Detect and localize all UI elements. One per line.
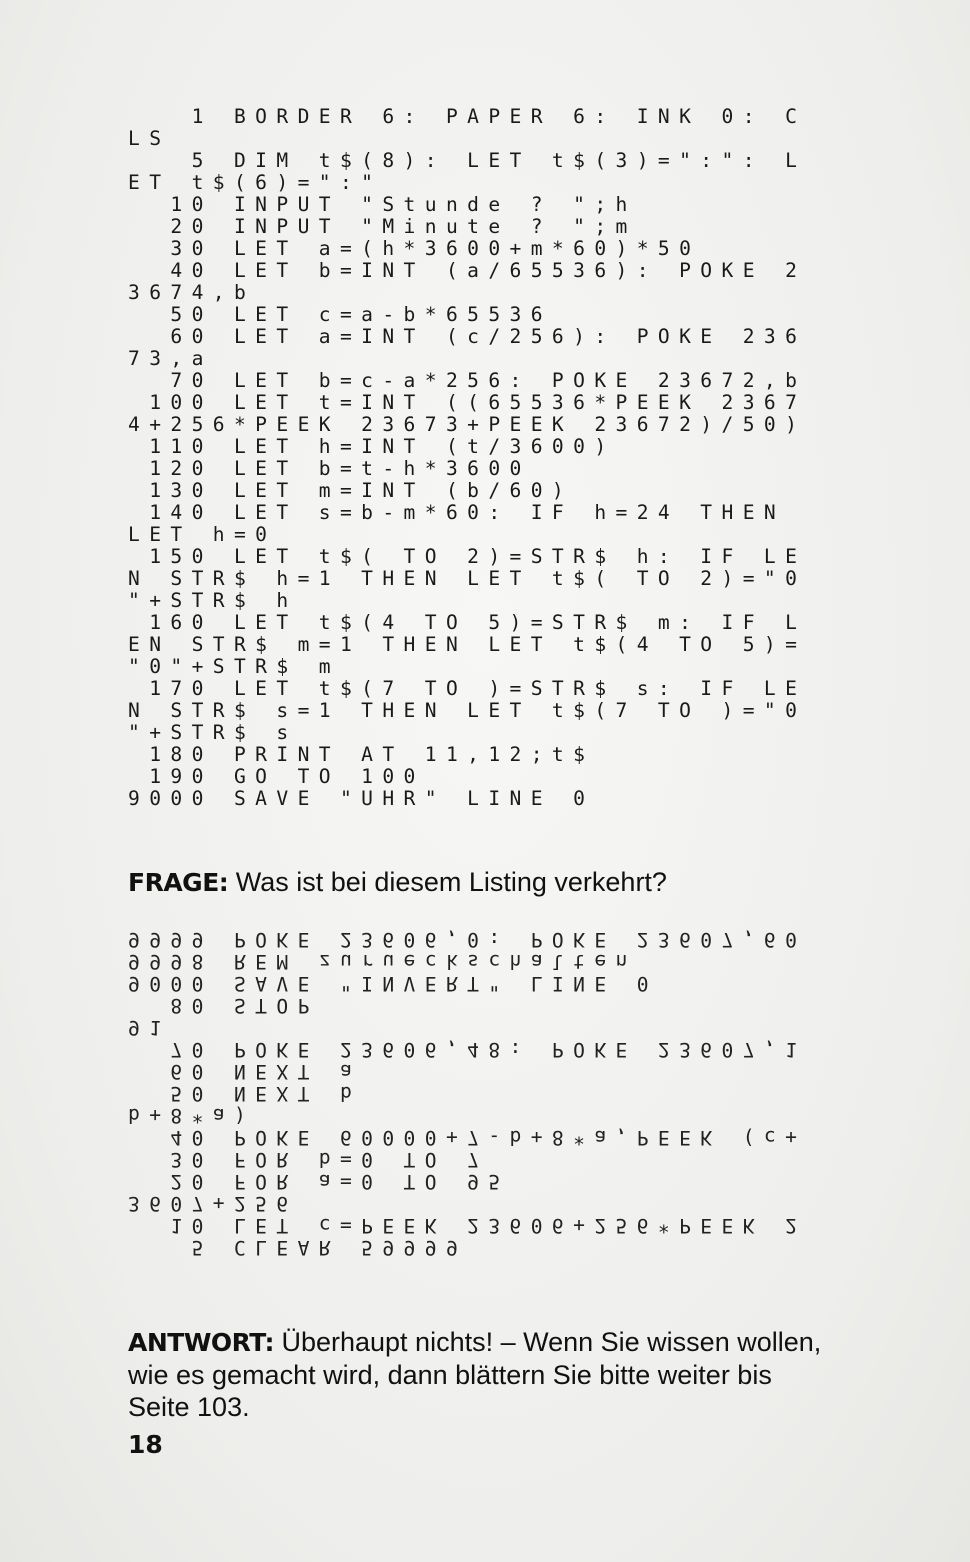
listing-line: EN STR$ m=1 THEN LET t$(4 TO 5)=	[128, 633, 807, 656]
listing-line: 5 CLEAR 59999	[128, 1236, 468, 1259]
listing-line: 110 LET h=INT (t/3600)	[128, 435, 616, 458]
answer-label: ANTWORT:	[128, 1328, 274, 1357]
listing-line: 20 INPUT "Minute ? ";m	[128, 215, 637, 238]
listing-line: b+8*a)	[128, 1104, 256, 1127]
listing-line: 9998 REM zurueckschalten	[128, 950, 637, 973]
listing-line: 1 BORDER 6: PAPER 6: INK 0: C	[128, 105, 807, 128]
listing-line: 5 DIM t$(8): LET t$(3)=":": L	[128, 149, 807, 172]
listing-line: "0"+STR$ m	[128, 655, 340, 678]
listing-line: 9000 SAVE "INVERT" LINE 0	[128, 972, 658, 995]
listing-line: 9000 SAVE "UHR" LINE 0	[128, 787, 595, 810]
listing-line: 80 STOP	[128, 994, 319, 1017]
listing-line: 73,a	[128, 347, 213, 370]
listing-line: 180 PRINT AT 11,12;t$	[128, 743, 595, 766]
listing-line: 70 LET b=c-a*256: POKE 23672,b	[128, 369, 807, 392]
listing-line: 70 POKE 23606,48: POKE 23607,1	[128, 1038, 807, 1061]
listing-line: LET h=0	[128, 523, 277, 546]
listing-line: N STR$ h=1 THEN LET t$( TO 2)="0	[128, 567, 807, 590]
listing-line: 120 LET b=t-h*3600	[128, 457, 531, 480]
basic-listing-invert	[128, 928, 828, 1258]
listing-line: 40 POKE 60000+7-b+8*a,PEEK (c+	[128, 1126, 807, 1149]
listing-line: N STR$ s=1 THEN LET t$(7 TO )="0	[128, 699, 807, 722]
listing-line: 50 LET c=a-b*65536	[128, 303, 552, 326]
listing-line: 40 LET b=INT (a/65536): POKE 2	[128, 259, 807, 282]
listing-line: 140 LET s=b-m*60: IF h=24 THEN	[128, 501, 786, 524]
listing-line: 60 LET a=INT (c/256): POKE 236	[128, 325, 807, 348]
question-text: Was ist bei diesem Listing verkehrt?	[228, 867, 667, 897]
listing-line: LS	[128, 127, 171, 150]
question-label: FRAGE:	[128, 868, 229, 897]
page-number: 18	[128, 1430, 163, 1459]
listing-line: 3607+256	[128, 1192, 298, 1215]
listing-line: ET t$(6)=":"	[128, 171, 383, 194]
listing-line: 91	[128, 1016, 171, 1039]
listing-line: 30 LET a=(h*3600+m*60)*50	[128, 237, 701, 260]
listing-line: 4+256*PEEK 23673+PEEK 23672)/50)	[128, 413, 807, 436]
listing-line: "+STR$ h	[128, 589, 298, 612]
listing-line: 170 LET t$(7 TO )=STR$ s: IF LE	[128, 677, 807, 700]
listing-line: 10 INPUT "Stunde ? ";h	[128, 193, 637, 216]
listing-line: 50 NEXT b	[128, 1082, 362, 1105]
answer-paragraph	[128, 1326, 828, 1423]
listing-line: 190 GO TO 100	[128, 765, 425, 788]
basic-listing-clock	[128, 106, 828, 810]
listing-line: 10 LET c=PEEK 23606+256*PEEK 2	[128, 1214, 807, 1237]
listing-line: 150 LET t$( TO 2)=STR$ h: IF LE	[128, 545, 807, 568]
listing-line: 60 NEXT a	[128, 1060, 362, 1083]
listing-line: 20 FOR a=0 TO 95	[128, 1170, 510, 1193]
listing-line: 3674,b	[128, 281, 256, 304]
question-paragraph	[128, 866, 828, 899]
answer-text: Überhaupt nichts! – Wenn Sie wissen wollen, wie es gemacht wird, dann blättern Sie bitte weiter bis Seite 103.	[128, 1327, 822, 1422]
listing-line: "+STR$ s	[128, 721, 298, 744]
listing-line: 30 FOR b=0 TO 7	[128, 1148, 489, 1171]
listing-line: 130 LET m=INT (b/60)	[128, 479, 574, 502]
listing-line: 9999 POKE 23606,0: POKE 23607,60	[128, 928, 807, 951]
listing-line: 160 LET t$(4 TO 5)=STR$ m: IF L	[128, 611, 807, 634]
listing-line: 100 LET t=INT ((65536*PEEK 2367	[128, 391, 807, 414]
